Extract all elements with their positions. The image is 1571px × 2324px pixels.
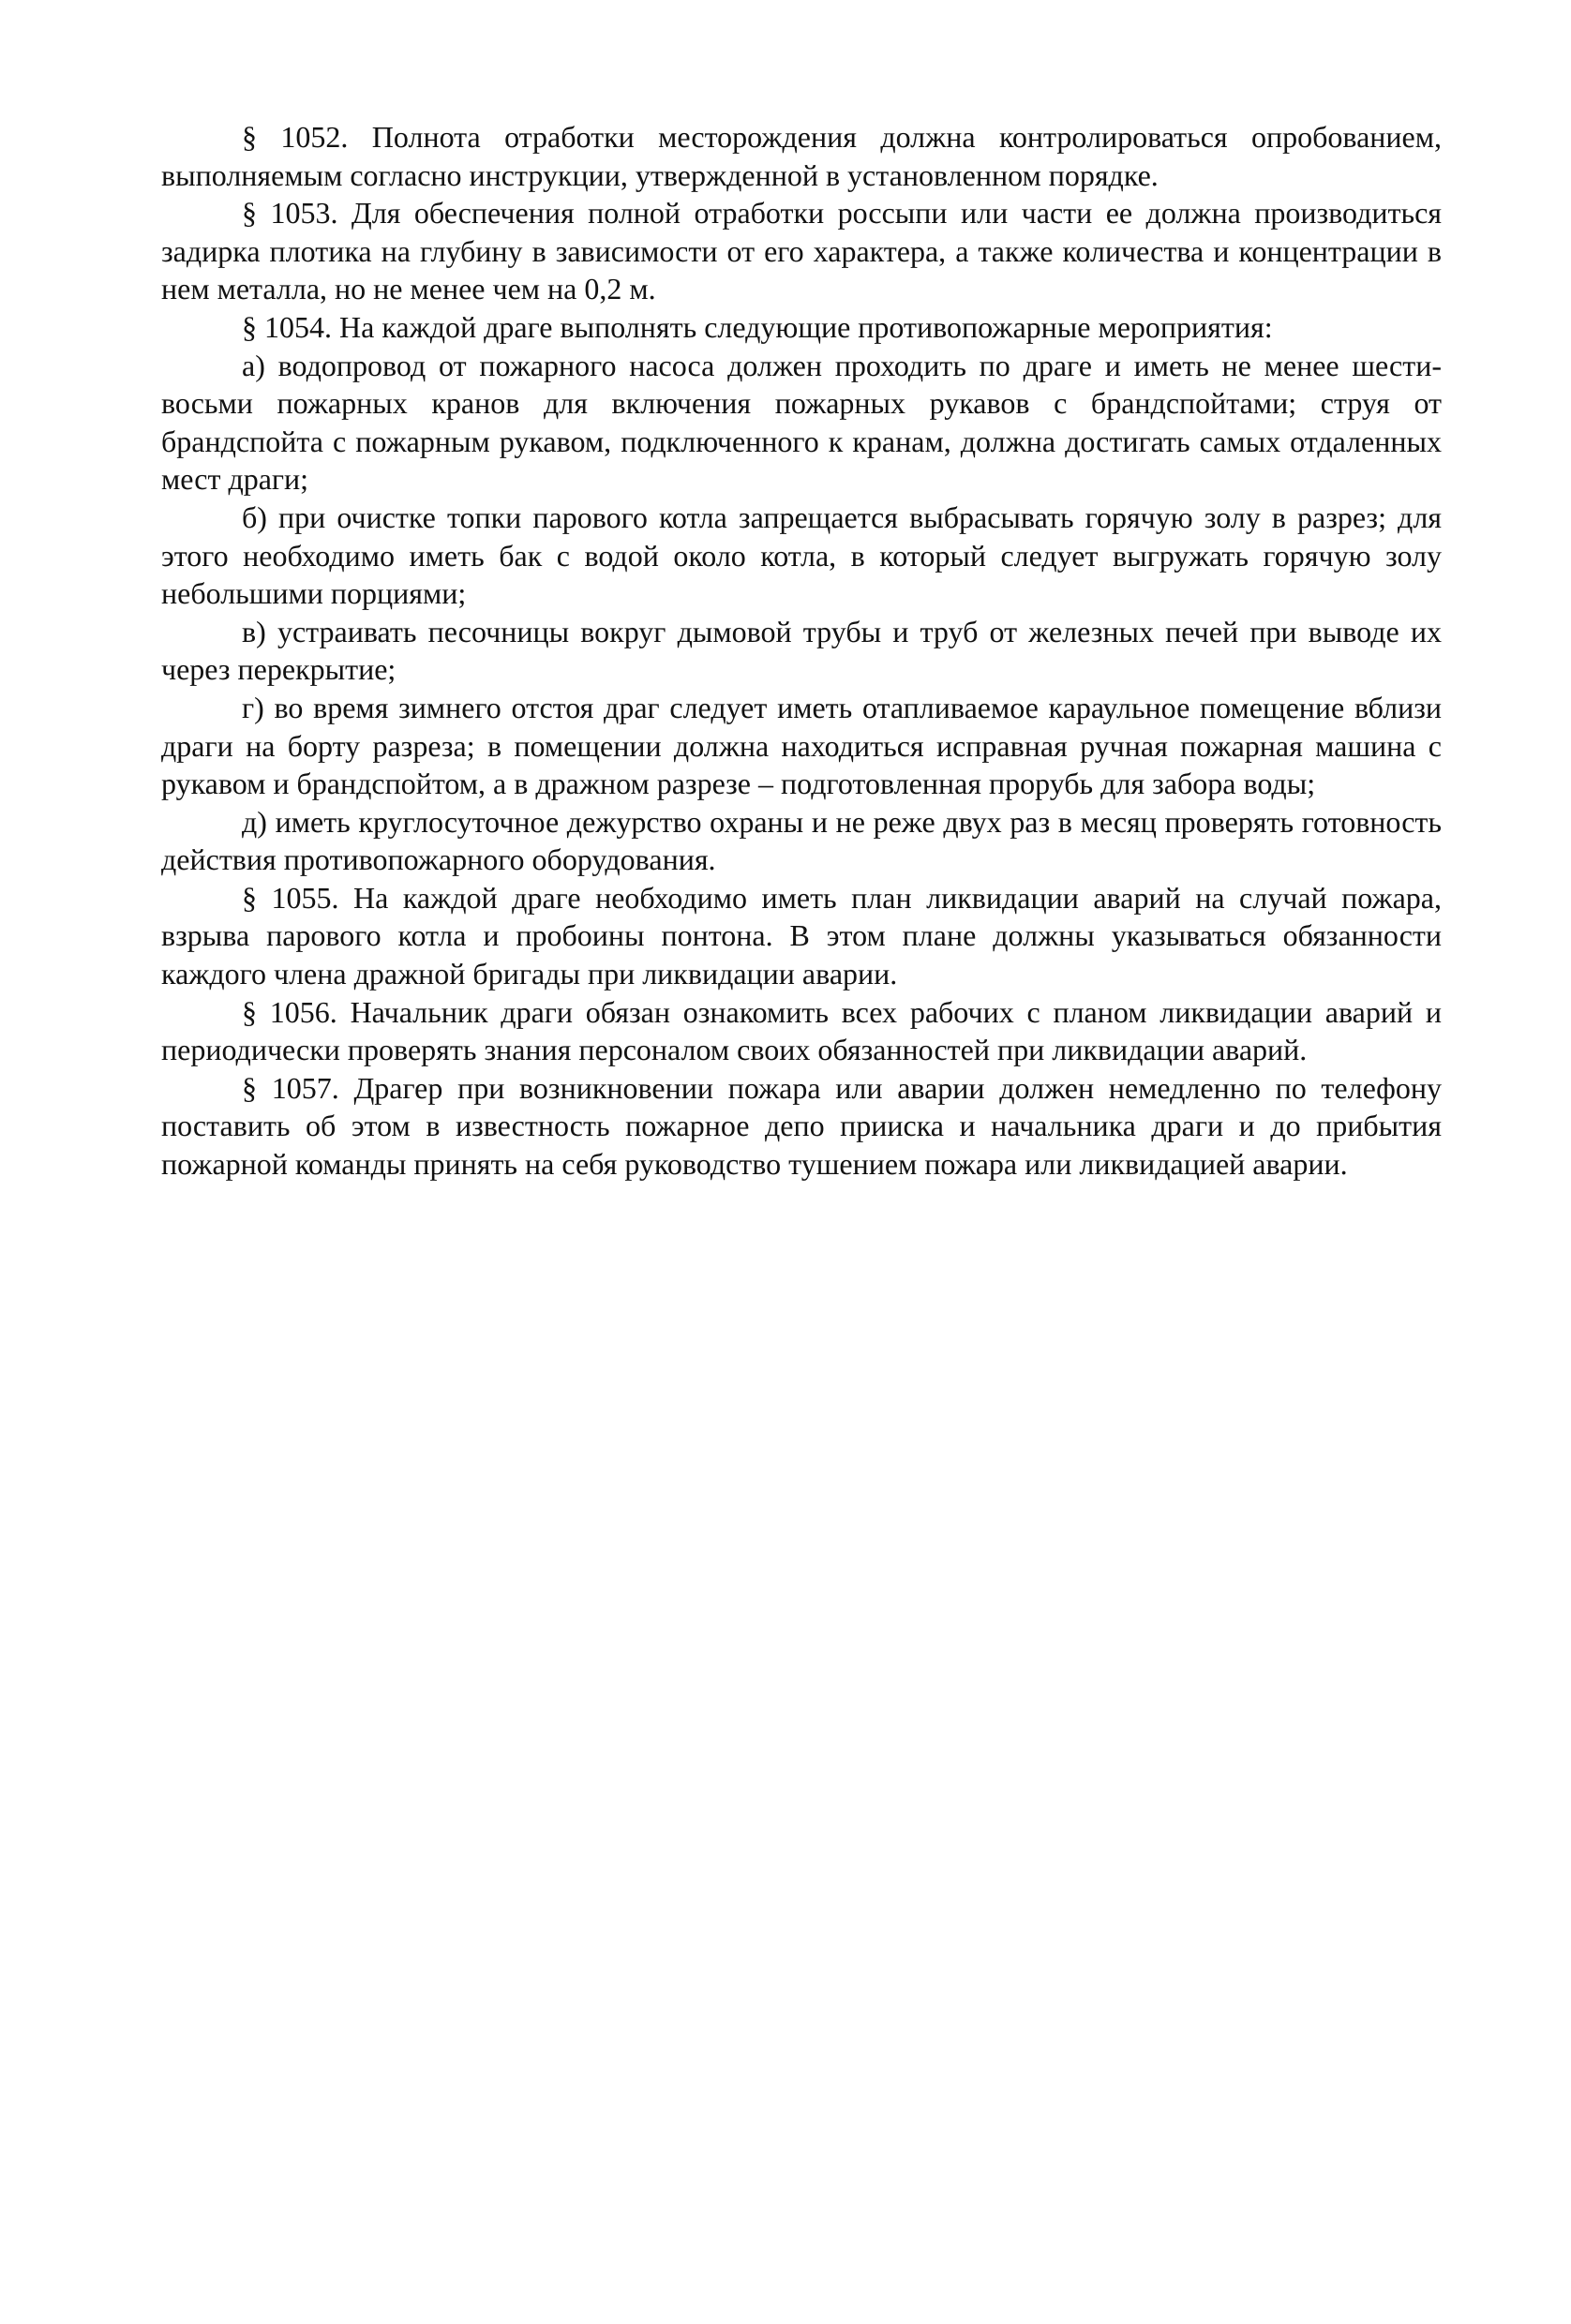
item-label-v: в) — [242, 614, 266, 648]
section-number-1057: § 1057. — [242, 1070, 339, 1105]
item-text-d: иметь круглосуточное дежурство охраны и не реже двух раз в месяц проверять готовность действия противопожарного оборудования. — [161, 804, 1443, 877]
item-label-g: г) — [242, 690, 264, 724]
paragraph-text-1055: На каждой драге необходимо иметь план ликвидации аварий на случай пожара, взрыва парового котла и пробоины понтона. В этом плане должны указываться обязанности каждого члена дражной бригады при ликвидации аварии. — [161, 880, 1442, 991]
paragraph-1055 — [161, 879, 1442, 993]
paragraph-text-1057: Драгер при возникновении пожара или аварии должен немедленно по телефону поставить об этом в известность пожарное депо прииска и начальника драги и до прибытия пожарной команды принять на себя руководство тушением пожара или ликвидацией аварии. — [161, 1070, 1443, 1182]
document-text — [161, 118, 1442, 1184]
item-text-a: водопровод от пожарного насоса должен проходить по драге и иметь не менее шести-восьми пожарных кранов для включения пожарных рукавов с брандспойтами; струя от брандспойта с пожарным рукавом, подключенного к кранам, должна достигать самых отдаленных мест драги; — [161, 348, 1443, 497]
paragraph-text-1054: На каждой драге выполнять следующие противопожарные мероприятия: — [339, 309, 1273, 344]
paragraph-text-1056: Начальник драги обязан ознакомить всех рабочих с планом ликвидации аварий и периодически проверять знания персоналом своих обязанностей при ликвидации аварий. — [161, 994, 1443, 1067]
paragraph-text-1052: Полнота отработки месторождения должна контролироваться опробованием, выполняемым согласно инструкции, утвержденной в установленном порядке. — [161, 120, 1443, 192]
section-number-1052: § 1052. — [242, 120, 349, 154]
paragraph-1052 — [161, 118, 1442, 194]
section-number-1056: § 1056. — [242, 994, 337, 1029]
paragraph-1057 — [161, 1069, 1442, 1184]
paragraph-1056 — [161, 993, 1442, 1069]
item-label-b: б) — [242, 499, 267, 534]
paragraph-text-1053: Для обеспечения полной отработки россыпи или части ее должна производиться задирка плотика на глубину в зависимости от его характера, а также количества и концентрации в нем металла, но не менее чем на 0,2 м. — [161, 196, 1442, 306]
paragraph-1053 — [161, 194, 1442, 308]
item-text-g: во время зимнего отстоя драг следует иметь отапливаемое караульное помещение вблизи драги на борту разреза; в помещении должна находиться исправная ручная пожарная машина с рукавом и брандспойтом, а в дражном разрезе – подготовленная прорубь для забора воды; — [161, 690, 1443, 801]
item-text-b: при очистке топки парового котла запрещается выбрасывать горячую золу в разрез; для этого необходимо иметь бак с водой около котла, в который следует выгружать горячую золу небольшими порциями; — [161, 499, 1443, 611]
section-number-1055: § 1055. — [242, 880, 339, 915]
section-number-1053: § 1053. — [242, 196, 338, 231]
item-text-v: устраивать песочницы вокруг дымовой трубы и труб от железных печей при выводе их через перекрытие; — [161, 614, 1443, 687]
section-number-1054: § 1054. — [242, 309, 332, 344]
list-item-v — [161, 613, 1442, 689]
item-label-d: д) — [242, 804, 267, 839]
list-item-a — [161, 347, 1442, 499]
list-item-d — [161, 803, 1442, 879]
paragraph-1054 — [161, 308, 1442, 347]
list-item-g — [161, 689, 1442, 803]
list-item-b — [161, 499, 1442, 613]
item-label-a: а) — [242, 348, 265, 382]
